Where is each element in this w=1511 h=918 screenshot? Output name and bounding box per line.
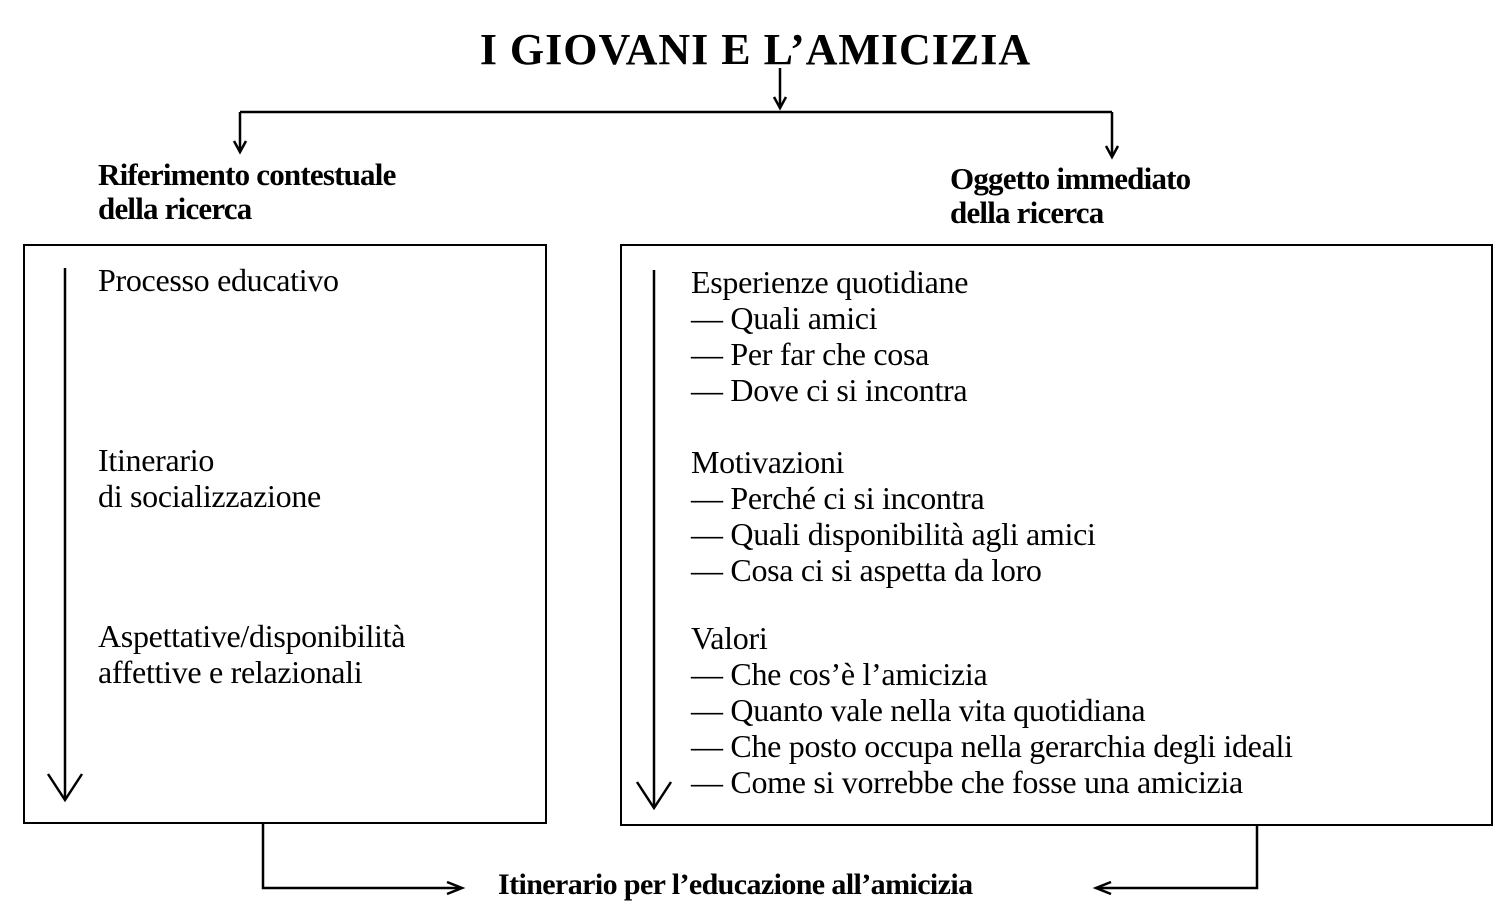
list-item: — Quali amici <box>691 300 878 336</box>
left-heading-line2: della ricerca <box>98 191 252 226</box>
right-group-esperienze <box>691 264 968 408</box>
bottom-left-connector <box>263 823 462 894</box>
group-label: Valori <box>691 620 768 656</box>
right-group-valori <box>691 620 1293 800</box>
list-item: — Quali disponibilità agli amici <box>691 516 1096 552</box>
right-heading-line1: Oggetto immediato <box>950 161 1191 196</box>
left-box <box>23 244 547 824</box>
list-item: — Perché ci si incontra <box>691 480 985 516</box>
left-branch-arrow <box>234 112 246 152</box>
left-heading-line1: Riferimento contestuale <box>98 157 396 192</box>
left-item-processo: Processo educativo <box>98 262 339 298</box>
left-item-aspettative: Aspettative/disponibilità affettive e relazionali <box>98 618 406 690</box>
list-item: — Per far che cosa <box>691 336 930 372</box>
right-group-motivazioni <box>691 444 1096 588</box>
group-label: Motivazioni <box>691 444 845 480</box>
group-label: Esperienze quotidiane <box>691 264 969 300</box>
left-heading <box>98 158 396 226</box>
right-heading <box>950 162 1190 230</box>
right-branch-arrow <box>1106 112 1118 157</box>
diagram-title: I GIOVANI E L’AMICIZIA <box>479 25 1032 74</box>
list-item: — Che cos’è l’amicizia <box>691 656 988 692</box>
left-item-itinerario: Itinerario di socializzazione <box>98 442 321 514</box>
right-heading-line2: della ricerca <box>950 195 1104 230</box>
footer-label: Itinerario per l’educazione all’amicizia <box>498 868 973 901</box>
list-item: — Che posto occupa nella gerarchia degli ideali <box>691 728 1293 764</box>
list-item: — Come si vorrebbe che fosse una amicizia <box>691 764 1243 800</box>
list-item: — Quanto vale nella vita quotidiana <box>691 692 1146 728</box>
list-item: — Cosa ci si aspetta da loro <box>691 552 1042 588</box>
list-item: — Dove ci si incontra <box>691 372 968 408</box>
bottom-right-connector <box>1096 825 1257 894</box>
